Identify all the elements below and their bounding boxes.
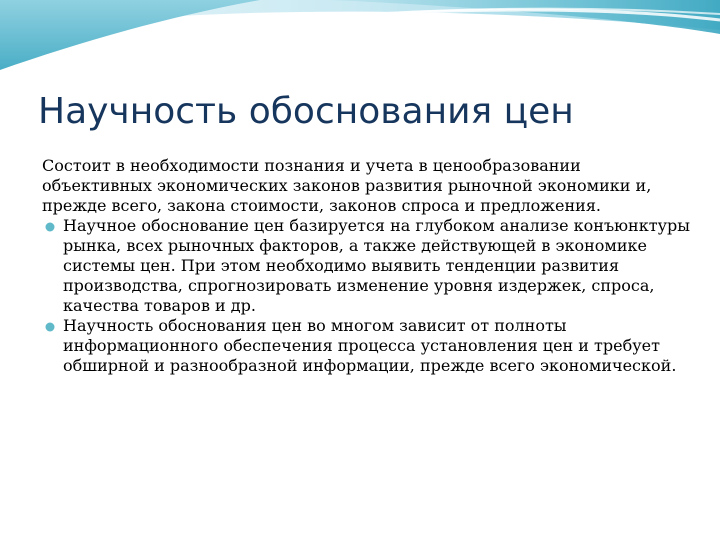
slide-body — [42, 156, 692, 376]
circle-bullet-icon — [45, 322, 55, 332]
slide-title: Научность обоснования цен — [38, 91, 574, 132]
wave-banner — [0, 0, 720, 90]
bullet-item — [42, 216, 692, 316]
bullet-text: Научное обоснование цен базируется на глубоком анализе конъюнктуры рынка, всех рыночных факторов, а также действующей в экономике системы цен. При этом необходимо выявить тенденции развития производства, спрогнозировать изменение уровня издержек, спроса, качества товаров и др. — [63, 216, 690, 315]
circle-bullet-icon — [45, 222, 55, 232]
bullet-item — [42, 316, 692, 376]
bullet-list — [42, 216, 692, 376]
intro-paragraph: Состоит в необходимости познания и учета в ценообразовании объективных экономических законов развития рыночной экономики и, прежде всего, закона стоимости, законов спроса и предложения. — [42, 156, 652, 215]
bullet-text: Научность обоснования цен во многом зависит от полноты информационного обеспечения процесса установления цен и требует обширной и разнообразной информации, прежде всего экономической. — [63, 316, 677, 375]
